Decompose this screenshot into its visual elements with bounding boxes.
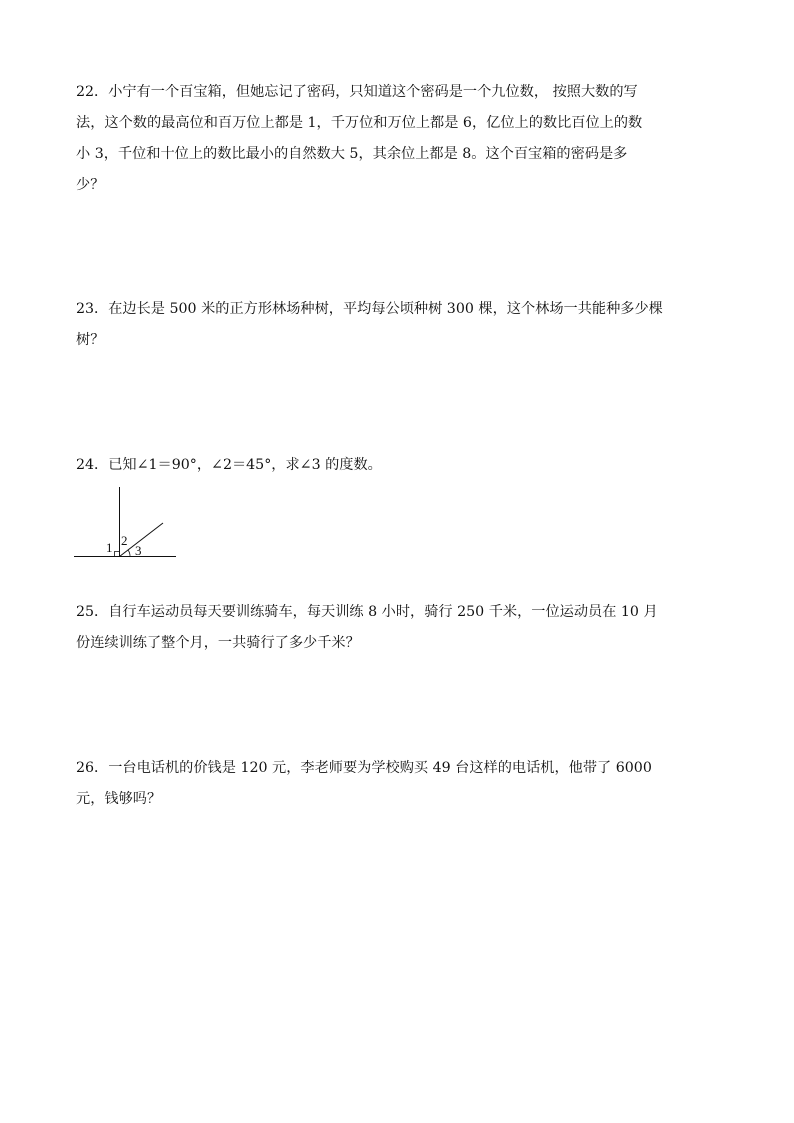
question-22 [76,77,720,201]
question-22-line-3: 小 3，千位和十位上的数比最小的自然数大 5，其余位上都是 8。这个百宝箱的密码是多 [76,146,628,162]
question-22-line-2: 法，这个数的最高位和百万位上都是 1，千万位和万位上都是 6，亿位上的数比百位上的数 [76,115,643,131]
question-25 [76,597,720,659]
question-25-line-2: 份连续训练了整个月，一共骑行了多少千米？ [76,635,360,651]
angle-2-label: 2 [121,533,128,548]
question-26-line-1: 26．一台电话机的价钱是 120 元，李老师要为学校购买 49 台这样的电话机，他带了 6000 [76,760,652,776]
question-22-line-1: 22．小宁有一个百宝箱，但她忘记了密码，只知道这个密码是一个九位数， 按照大数的写 [76,84,638,100]
angle-1-label: 1 [106,540,113,555]
angle-3-label: 3 [135,543,142,558]
question-22-line-4: 少？ [76,177,105,193]
question-25-line-1: 25．自行车运动员每天要训练骑车，每天训练 8 小时，骑行 250 千米，一位运动员在 10 月 [76,604,658,620]
question-24 [76,450,720,481]
question-23 [76,294,720,356]
question-23-line-2: 树？ [76,332,105,348]
question-24-line-1: 24．已知∠1＝90°，∠2＝45°，求∠3 的度数。 [76,457,382,473]
question-23-line-1: 23．在边长是 500 米的正方形林场种树，平均每公顷种树 300 棵，这个林场一共能种多少棵 [76,301,663,317]
question-26 [76,753,720,815]
angle-3-arc [128,550,130,557]
angle-diagram [74,486,178,562]
question-26-line-2: 元，钱够吗？ [76,791,162,807]
right-angle-mark [115,552,120,557]
